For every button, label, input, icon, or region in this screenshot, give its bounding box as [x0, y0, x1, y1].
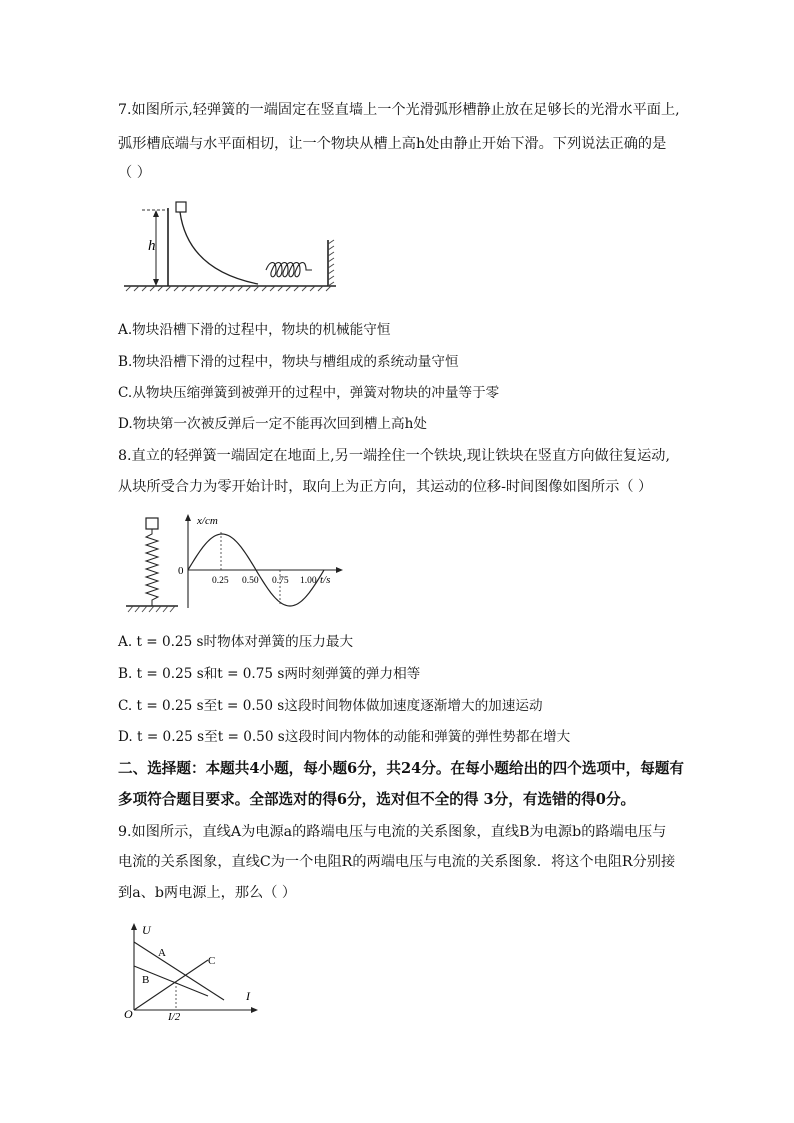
q7-figure [118, 198, 348, 298]
q8-line-1: 8.直立的轻弹簧一端固定在地面上,另一端拴住一个铁块,现让铁块在竖直方向做往复运动, [118, 448, 671, 464]
line-a-label: A [158, 947, 166, 959]
tick-label-0.75: 0.75 [272, 576, 289, 586]
q8-option-a[interactable]: A. t = 0.25 s时物体对弹簧的压力最大 [118, 634, 354, 650]
q8-option-d[interactable]: D. t = 0.25 s至t = 0.50 s这段时间内物体的动能和弹簧的弹性势都在增大 [118, 729, 571, 745]
i-axis-label: I [246, 989, 250, 1003]
q7-answer-paren: （ ） [118, 165, 151, 181]
q8-option-b[interactable]: B. t = 0.25 s和t = 0.75 s两时刻弹簧的弹力相等 [118, 666, 421, 682]
q7-option-c[interactable]: C.从物块压缩弹簧到被弹开的过程中，弹簧对物块的冲量等于零 [118, 385, 500, 401]
q9-line-1: 9.如图所示，直线A为电源a的路端电压与电流的关系图象，直线B为电源b的路端电压与 [118, 824, 667, 840]
line-c-label: C [208, 955, 216, 967]
q9-line-3: 到a、b两电源上，那么（ ） [118, 885, 297, 901]
origin-label: 0 [178, 565, 184, 577]
section-2-header-line-2: 多项符合题目要求。全部选对的得6分，选对但不全的得 3分，有选错的得0分。 [118, 791, 636, 808]
q7-height-label: h [148, 238, 156, 254]
vertical-spring-icon [146, 529, 158, 606]
y-axis-label: x/cm [197, 515, 218, 527]
q7-option-a[interactable]: A.物块沿槽下滑的过程中，物块的机械能守恒 [118, 322, 391, 338]
q8-line-2: 从块所受合力为零开始计时，取向上为正方向，其运动的位移-时间图像如图所示（ ） [118, 479, 653, 495]
q7-option-d[interactable]: D.物块第一次被反弹后一定不能再次回到槽上高h处 [118, 416, 427, 432]
q8-spring-figure [122, 516, 182, 616]
spring-icon [266, 263, 312, 277]
section-2-header-line-1: 二、选择题：本题共4小题，每小题6分，共24分。在每小题给出的四个选项中，每题有 [118, 760, 684, 777]
tick-label-0.50: 0.50 [242, 576, 259, 586]
block-icon [176, 202, 186, 212]
q9-line-2: 电流的关系图象，直线C为一个电阻R的两端电压与电流的关系图象．将这个电阻R分别接 [118, 854, 676, 870]
u-axis-label: U [142, 923, 151, 937]
line-b-label: B [142, 974, 150, 986]
q7-option-b[interactable]: B.物块沿槽下滑的过程中，物块与槽组成的系统动量守恒 [118, 354, 459, 370]
x-axis-label: t/s [320, 574, 331, 586]
q8-displacement-chart [176, 512, 346, 612]
tick-label-1.00: 1.00 [300, 576, 317, 586]
q9-ui-graph [124, 920, 264, 1023]
tick-label-0.25: 0.25 [212, 576, 229, 586]
q7-line-2: 弧形槽底端与水平面相切，让一个物块从槽上高h处由静止开始下滑。下列说法正确的是 [118, 136, 667, 152]
q7-line-1: 7.如图所示,轻弹簧的一端固定在竖直墙上一个光滑弧形槽静止放在足够长的光滑水平面上, [118, 102, 680, 118]
iron-block-icon [146, 518, 158, 529]
origin-label: O [124, 1007, 133, 1021]
half-current-label: I/2 [168, 1011, 181, 1023]
q8-option-c[interactable]: C. t = 0.25 s至t = 0.50 s这段时间物体做加速度逐渐增大的加速运动 [118, 698, 543, 714]
